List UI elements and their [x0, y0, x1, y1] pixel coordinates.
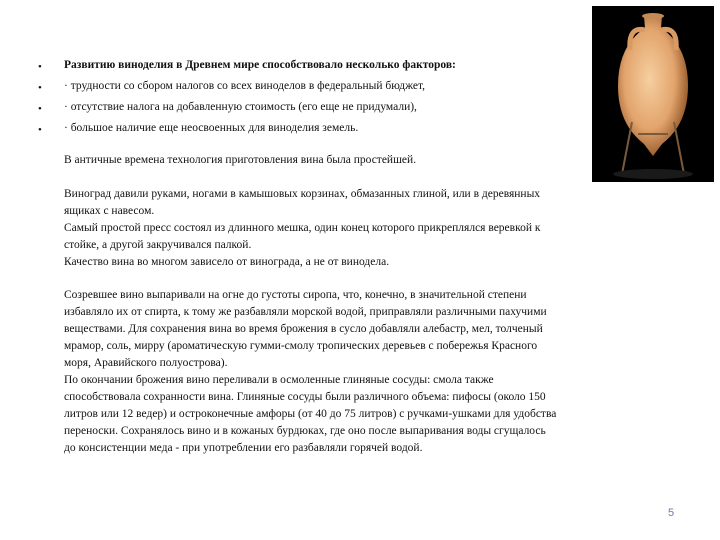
paragraph-line: Виноград давили руками, ногами в камышовых корзинах, обмазанных глиной, или в деревянных	[64, 188, 541, 200]
paragraph-line: литров или 12 ведер) и остроконечные амфоры (от 40 до 75 литров) с ручками-ушками для удобства	[64, 408, 557, 420]
factor-item: · отсутствие налога на добавленную стоимость (его еще не придумали),	[64, 101, 417, 113]
page-number: 5	[668, 507, 675, 519]
paragraph-pressing	[64, 186, 684, 271]
bullet-marker: •	[38, 124, 42, 136]
factor-item: · большое наличие еще неосвоенных для виноделия земель.	[64, 122, 359, 134]
paragraph-line: Качество вина во многом зависело от винограда, а не от винодела.	[64, 256, 390, 268]
paragraph-line: По окончании брожения вино переливали в осмоленные глиняные сосуды: смола также	[64, 374, 494, 386]
paragraph-technology	[64, 152, 684, 169]
paragraph-storage	[64, 287, 684, 457]
factors-list	[64, 56, 584, 140]
paragraph-line: ящиках с навесом.	[64, 205, 155, 217]
paragraph-line: моря, Аравийского полуострова).	[64, 357, 228, 369]
bullet-marker: •	[38, 82, 42, 94]
paragraph-line: В античные времена технология приготовления вина была простейшей.	[64, 154, 417, 166]
paragraph-line: мрамор, соль, мирру (ароматическую гумми-смолу тропических деревьев с побережья Красного	[64, 340, 538, 352]
paragraph-line: способствовала сохранности вина. Глиняные сосуды были различного объема: пифосы (около 150	[64, 391, 546, 403]
factors-heading: Развитию виноделия в Древнем мире способствовало несколько факторов:	[64, 59, 456, 71]
paragraph-line: веществами. Для сохранения вина во время брожения в сусло добавляли алебастр, мел, толченый	[64, 323, 543, 335]
paragraph-line: Созревшее вино выпаривали на огне до густоты сиропа, что, конечно, в значительной степени	[64, 289, 527, 301]
paragraph-line: переноски. Сохранялось вино и в кожаных бурдюках, где оно после выпаривания воды сгущалось	[64, 425, 546, 437]
bullet-marker: •	[38, 61, 42, 73]
factor-item: · трудности со сбором налогов со всех виноделов в федеральный бюджет,	[64, 80, 426, 92]
paragraph-line: избавляло их от спирта, к тому же разбавляли морской водой, приправляли различными пахучими	[64, 306, 547, 318]
paragraph-line: до консистенции меда - при употреблении его разбавляли горячей водой.	[64, 442, 423, 454]
paragraph-line: Самый простой пресс состоял из длинного мешка, один конец которого прикреплялся веревкой к	[64, 222, 541, 234]
bullet-marker: •	[38, 103, 42, 115]
paragraph-line: стойке, а другой закручивался палкой.	[64, 239, 252, 251]
